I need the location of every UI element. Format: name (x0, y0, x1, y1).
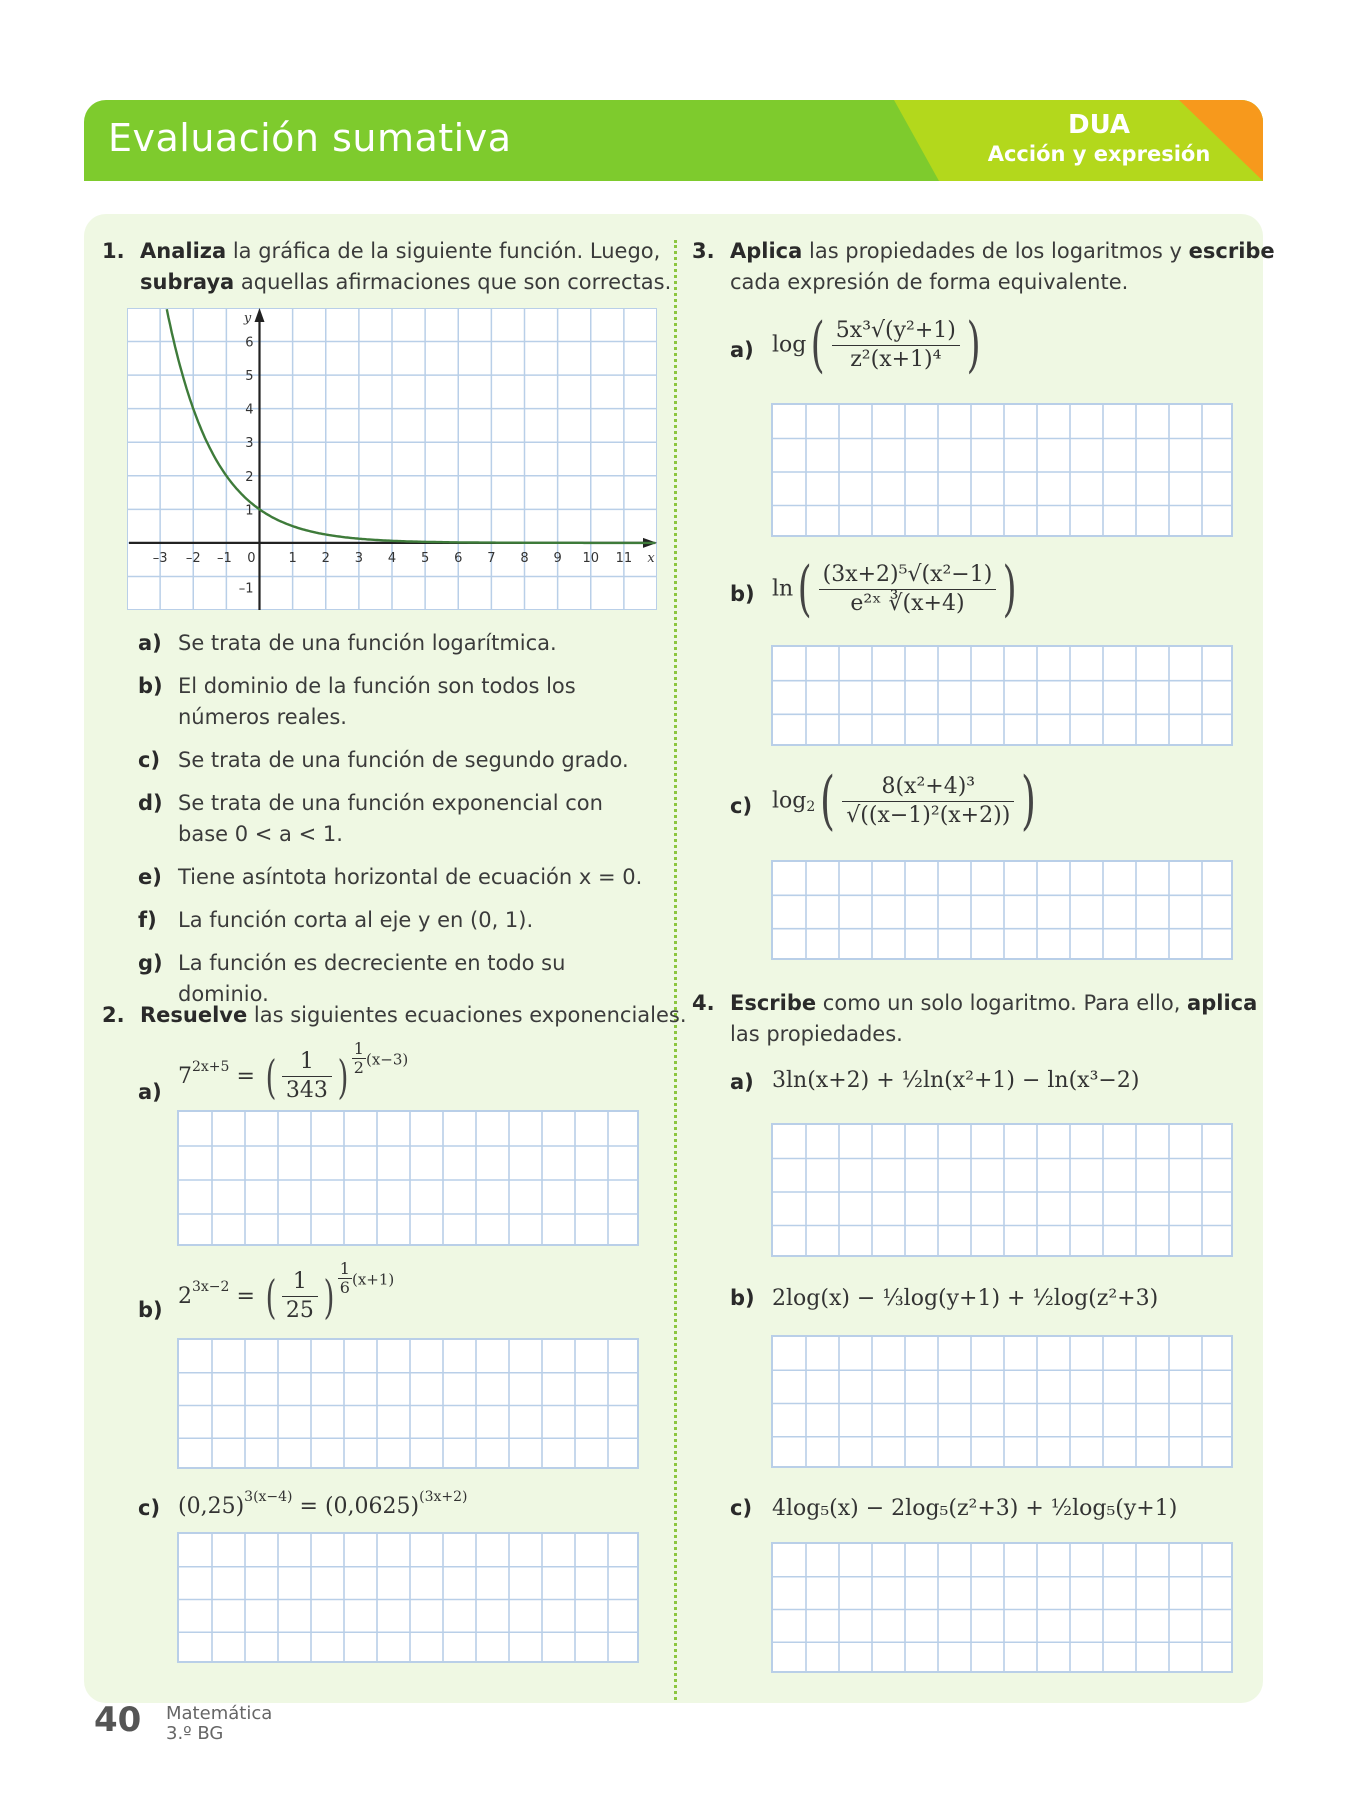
answer-grid-3c[interactable] (771, 860, 1233, 960)
prompt-text: las siguientes ecuaciones exponenciales. (247, 1003, 687, 1027)
paren-open: ( (797, 554, 812, 624)
item-label: a) (138, 1080, 162, 1104)
fraction-denominator: √((x−1)²(x+2)) (846, 802, 1011, 828)
prompt-text: como un solo logaritmo. Para ello, (816, 991, 1188, 1015)
question-number: 3. (692, 239, 715, 263)
x-tick-label: 4 (387, 550, 397, 566)
x-tick-label: 2 (321, 550, 330, 566)
answer-grid-4a[interactable] (771, 1123, 1233, 1257)
option-text: Se trata de una función logarítmica. (178, 631, 557, 655)
question-number: 2. (102, 1003, 125, 1027)
question-number: 1. (102, 239, 125, 263)
option-d[interactable] (138, 788, 658, 850)
option-text: Se trata de una función exponencial con base 0 < a < 1. (178, 791, 603, 846)
option-text: La función es decreciente en todo su dominio. (178, 951, 566, 1006)
option-label: d) (138, 791, 163, 815)
y-tick-label: 6 (245, 335, 254, 351)
item-label: b) (138, 1298, 163, 1322)
y-tick-label: 5 (245, 369, 254, 385)
x-tick-label: 9 (553, 550, 562, 566)
log-base: 2 (806, 799, 816, 815)
grade-level: 3.º BG (166, 1723, 224, 1744)
x-tick-label: 5 (420, 550, 430, 566)
option-label: c) (138, 748, 161, 772)
exp-numerator: 1 (353, 1039, 364, 1058)
paren-close: ) (323, 1269, 335, 1324)
instruction-verb: Aplica (730, 239, 803, 263)
prompt-text: las propiedades de los logaritmos y (802, 239, 1189, 263)
option-e[interactable] (138, 862, 658, 893)
x-tick-label: –2 (185, 550, 201, 566)
dua-badge-subtitle: Acción y expresión (987, 142, 1211, 166)
paren-close: ) (337, 1049, 349, 1104)
exp-factor: (x−3) (365, 1050, 409, 1069)
x-tick-label: 7 (487, 550, 496, 566)
option-label: f) (138, 908, 157, 932)
question-3-prompt (692, 236, 1275, 298)
instruction-verb: Resuelve (140, 1003, 248, 1027)
exp-denominator: 6 (339, 1278, 350, 1297)
option-label: g) (138, 951, 163, 975)
paren-close: ) (1021, 764, 1037, 838)
option-text: Tiene asíntota horizontal de ecuación x = 0. (178, 865, 643, 889)
question-number: 4. (692, 991, 715, 1015)
y-tick-label: 1 (245, 503, 254, 519)
function-name: log (772, 332, 807, 358)
exponent: 3x−2 (192, 1279, 230, 1295)
dua-badge (974, 110, 1224, 168)
option-text: Se trata de una función de segundo grado. (178, 748, 629, 772)
instruction-verb: aplica (1187, 991, 1258, 1015)
option-label: a) (138, 631, 162, 655)
item-label: c) (730, 794, 753, 818)
option-a[interactable] (138, 628, 658, 659)
fraction-denominator: z²(x+1)⁴ (850, 346, 942, 372)
fraction-numerator: 8(x²+4)³ (842, 773, 1014, 802)
prompt-text: la gráfica de la siguiente función. Luego, (226, 239, 661, 263)
logarithmic-expression: 2log(x) − ⅓log(y+1) + ½log(z²+3) (772, 1286, 1159, 1311)
instruction-verb: Escribe (730, 991, 817, 1015)
question-1-prompt (102, 236, 672, 298)
item-label: a) (730, 1070, 754, 1094)
base: 2 (178, 1284, 192, 1309)
dua-badge-title: DUA (1067, 110, 1131, 140)
rhs-base: (0,0625) (324, 1494, 420, 1519)
fraction-numerator: 5x³√(y²+1) (832, 317, 960, 346)
base: 7 (178, 1064, 192, 1089)
answer-grid-4c[interactable] (771, 1542, 1233, 1673)
exp-denominator: 2 (353, 1058, 364, 1077)
option-f[interactable] (138, 905, 658, 936)
answer-grid-2b[interactable] (177, 1338, 639, 1469)
option-c[interactable] (138, 745, 658, 776)
question-2-prompt (102, 1000, 687, 1031)
answer-grid-4b[interactable] (771, 1335, 1233, 1468)
fraction-denominator: 343 (285, 1078, 328, 1103)
paren-open: ( (820, 764, 836, 838)
item-label: b) (730, 582, 755, 606)
lhs-exponent: 3(x−4) (244, 1489, 293, 1505)
y-tick-label: 4 (245, 402, 254, 418)
prompt-text: las propiedades. (730, 1022, 903, 1046)
paren-open: ( (265, 1269, 277, 1324)
paren-close: ) (1002, 554, 1018, 624)
answer-grid-3a[interactable] (771, 403, 1233, 537)
exp-factor: (x+1) (351, 1270, 395, 1289)
rhs-exponent: (3x+2) (419, 1489, 468, 1505)
y-tick-label: 3 (245, 436, 254, 452)
x-tick-label: 3 (354, 550, 364, 566)
instruction-verb: subraya (140, 270, 235, 294)
lhs-base: (0,25) (178, 1494, 245, 1519)
item-label: a) (730, 338, 754, 362)
exp-numerator: 1 (339, 1259, 350, 1278)
answer-grid-2a[interactable] (177, 1110, 639, 1246)
paren-close: ) (966, 310, 981, 380)
instruction-verb: Analiza (140, 239, 227, 263)
exponent: 2x+5 (192, 1059, 230, 1075)
x-tick-label: –1 (216, 550, 232, 566)
logarithmic-expression: 3ln(x+2) + ½ln(x²+1) − ln(x³−2) (772, 1068, 1140, 1093)
option-b[interactable] (138, 671, 658, 733)
column-divider (674, 240, 677, 1700)
fraction-numerator: 1 (282, 1048, 332, 1077)
paren-open: ( (811, 310, 826, 380)
item-label: c) (730, 1496, 753, 1520)
page-title: Evaluación sumativa (108, 116, 512, 160)
function-name: ln (772, 576, 794, 602)
option-label: e) (138, 865, 162, 889)
option-text: La función corta al eje y en (0, 1). (178, 908, 534, 932)
prompt-text: aquellas afirmaciones que son correctas. (234, 270, 672, 294)
section-header (84, 100, 1263, 181)
y-tick-label: –1 (238, 581, 254, 597)
y-tick-label: 2 (245, 469, 254, 485)
function-name: log (772, 788, 807, 814)
item-label: c) (138, 1496, 161, 1520)
fraction-numerator: (3x+2)⁵√(x²−1) (819, 561, 997, 590)
fraction-denominator: 25 (285, 1298, 314, 1323)
answer-grid-3b[interactable] (771, 645, 1233, 746)
fraction-denominator: e²ˣ ∛(x+4) (850, 590, 965, 616)
prompt-text: cada expresión de forma equivalente. (730, 270, 1129, 294)
item-label: b) (730, 1286, 755, 1310)
x-axis-label: x (647, 550, 655, 566)
option-label: b) (138, 674, 163, 698)
paren-open: ( (265, 1049, 277, 1104)
x-tick-label: –3 (152, 550, 168, 566)
exponential-function-graph (127, 308, 657, 610)
x-tick-label: 1 (288, 550, 297, 566)
fraction-numerator: 1 (282, 1268, 318, 1297)
question-1-options (138, 628, 658, 1022)
option-text: El dominio de la función son todos los números reales. (178, 674, 576, 729)
subject-name: Matemática (166, 1703, 273, 1724)
y-axis-label: y (243, 311, 252, 326)
x-tick-label: 0 (247, 550, 256, 566)
answer-grid-2c[interactable] (177, 1532, 639, 1663)
question-4-prompt (692, 988, 1257, 1050)
instruction-verb: escribe (1188, 239, 1275, 263)
logarithmic-expression: 4log₅(x) − 2log₅(z²+3) + ½log₅(y+1) (772, 1496, 1178, 1521)
x-tick-label: 10 (582, 550, 600, 566)
x-tick-label: 8 (520, 550, 529, 566)
x-tick-label: 6 (454, 550, 463, 566)
x-tick-label: 11 (615, 550, 633, 566)
footer-subject (166, 1704, 272, 1744)
page-number: 40 (94, 1700, 142, 1740)
